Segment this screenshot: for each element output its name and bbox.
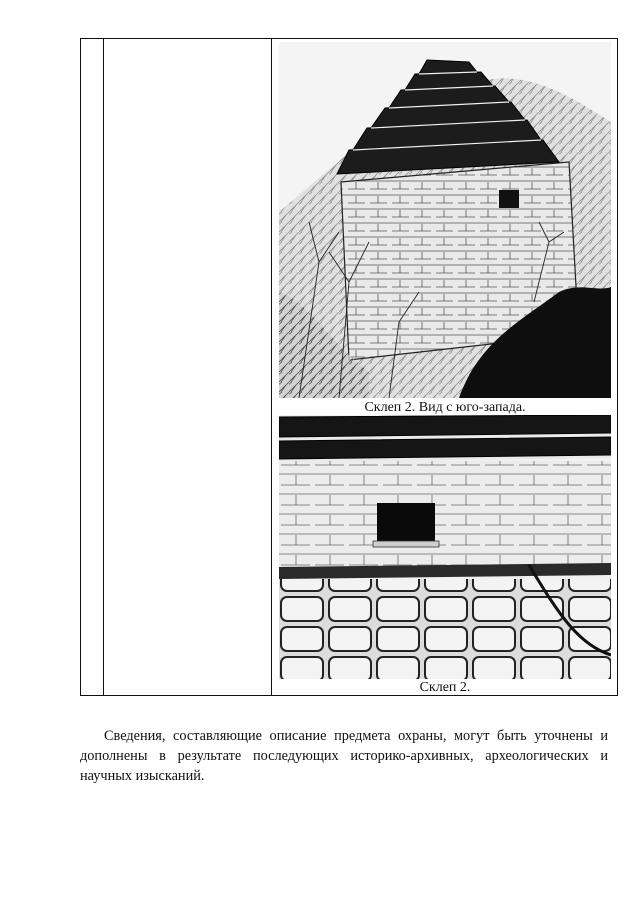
closing-note: Сведения, составляющие описание предмета охраны, могут быть уточнены и дополнены в результате последующих историко-архивных, археологических и научных изысканий. xyxy=(80,728,608,785)
crypt-tower-photo xyxy=(279,42,611,398)
table-column-divider xyxy=(271,39,272,695)
crypt-window-image xyxy=(279,415,611,679)
table-column-divider xyxy=(103,39,104,695)
crypt-window-photo xyxy=(279,415,611,679)
description-table xyxy=(80,38,618,696)
photo-caption: Склеп 2. xyxy=(419,680,471,695)
photo-caption: Склеп 2. Вид с юго-запада. xyxy=(364,400,526,415)
crypt-tower-image xyxy=(279,42,611,398)
